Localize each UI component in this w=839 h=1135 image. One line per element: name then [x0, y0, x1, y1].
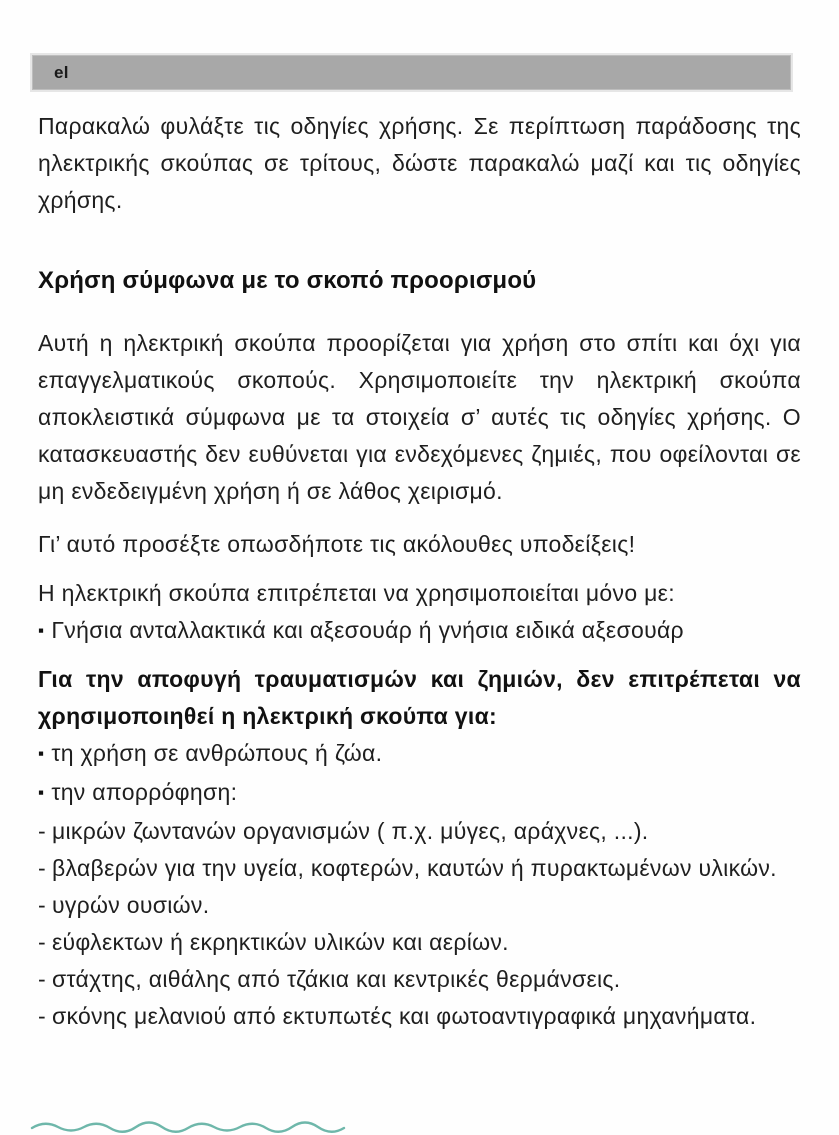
list-item — [38, 612, 801, 651]
page-content — [38, 108, 801, 1035]
section-title: Χρήση σύμφωνα με το σκοπό προορισμού — [38, 267, 537, 294]
dash-marker: - — [38, 966, 46, 992]
square-bullet-icon: ▪ — [38, 744, 45, 763]
warning-bullet-list — [38, 735, 801, 813]
dash-marker: - — [38, 818, 46, 844]
permitted-use-block — [38, 575, 801, 651]
usage-paragraph: Αυτή η ηλεκτρική σκούπα προορίζεται για χρήση στο σπίτι και όχι για επαγγελματικούς σκοπούς. Χρησιμοποιείτε την ηλεκτρική σκούπα αποκλειστικά σύμφωνα με τα στοιχεία σ’ αυτές τις οδηγίες χρήσης. Ο κατασκευαστής δεν ευθύνεται για ενδεχόμενες ζημιές, που οφείλονται σε μη ενδεδειγμένη χρήση ή σε λάθος χειρισμό. — [38, 330, 801, 504]
list-item-text: στάχτης, αιθάλης από τζάκια και κεντρικές θερμάνσεις. — [51, 966, 621, 992]
language-label: el — [54, 62, 69, 82]
list-item-text: μικρών ζωντανών οργανισμών ( π.χ. μύγες, αράχνες, ...). — [51, 818, 649, 844]
list-item-text: σκόνης μελανιού από εκτυπωτές και φωτοαντιγραφικά μηχανήματα. — [51, 1003, 757, 1029]
dash-marker: - — [38, 855, 46, 881]
list-item-text: εύφλεκτων ή εκρηκτικών υλικών και αερίων. — [51, 929, 509, 955]
list-item-text: την απορρόφηση: — [51, 779, 238, 805]
list-item — [38, 924, 801, 961]
list-item — [38, 850, 801, 887]
notice-paragraph: Γι’ αυτό προσέξτε οπωσδήποτε τις ακόλουθες υποδείξεις! — [38, 531, 636, 557]
list-item — [38, 887, 801, 924]
list-item — [38, 735, 801, 774]
list-item — [38, 813, 801, 850]
language-bar — [32, 55, 791, 90]
dash-marker: - — [38, 929, 46, 955]
list-item — [38, 774, 801, 813]
dash-marker: - — [38, 892, 46, 918]
square-bullet-icon: ▪ — [38, 621, 45, 640]
list-item — [38, 961, 801, 998]
warning-heading: Για την αποφυγή τραυματισμών και ζημιών, δεν επιτρέπεται να χρησιμοποιηθεί η ηλεκτρική σκούπα για: — [38, 666, 801, 729]
list-item-text: τη χρήση σε ανθρώπους ή ζώα. — [51, 740, 383, 766]
list-item-text: βλαβερών για την υγεία, κοφτερών, καυτών ή πυρακτωμένων υλικών. — [51, 855, 777, 881]
list-item — [38, 998, 801, 1035]
intro-paragraph: Παρακαλώ φυλάξτε τις οδηγίες χρήσης. Σε περίπτωση παράδοσης της ηλεκτρικής σκούπας σε τρίτους, δώστε παρακαλώ μαζί και τις οδηγίες χρήσης. — [38, 113, 801, 213]
square-bullet-icon: ▪ — [38, 783, 45, 802]
list-item-text: υγρών ουσιών. — [51, 892, 210, 918]
permitted-use-line: Η ηλεκτρική σκούπα επιτρέπεται να χρησιμοποιείται μόνο με: — [38, 580, 675, 606]
dash-list — [38, 813, 801, 1035]
list-item-text: Γνήσια ανταλλακτικά και αξεσουάρ ή γνήσια ειδικά αξεσουάρ — [51, 617, 684, 643]
scan-mark — [30, 1119, 348, 1133]
dash-marker: - — [38, 1003, 46, 1029]
